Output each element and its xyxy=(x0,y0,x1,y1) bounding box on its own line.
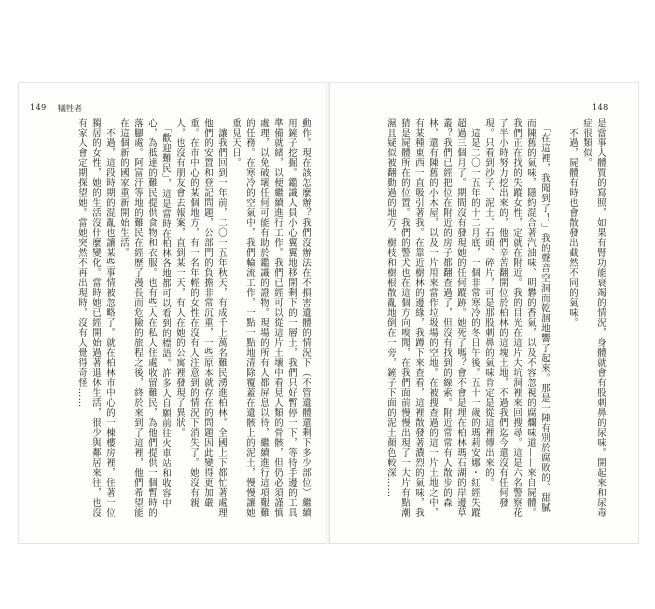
left-page-text: 動作。現在該怎麼辦？我們沒辦法在不損害遺體的情況下（不管遺體還剩下多少部位）繼續用鏟子挖掘。鑑識人員小心翼翼地移開剩下的一層土，我們只好暫停一下，等待手邊的工具準備就緒，以便繼續進行工作。我們已經可以從這片土壤中看見人類的骨骸，但仍必須謹慎處理，以免破壞任何可能有助於鑑識的證物。現場的所有人都屏息以待，繼續進行這項艱難的任務。在寒冷的空氣中，我們輪流工作，一點一點地清除覆蓋在遺骸上的泥土，慢慢讓她重見天日。 讓我們回到一年前，二〇一五年秋天，有成千上萬名難民湧進柏林。全國上下都忙著處理他們的安置和登記問題，公部門的負擔非常沉重，一些原本就存在的問題因此變得更加嚴重。在市中心的某個地方，有一名年輕的女性在沒有人注意到的情況下消失了。她沒有親人，也沒有朋友會去報案，直到某一天，有人在她的公寓裡發現了異狀。 「歡迎難民」，這是當時在柏林各地都可以看到的標語。許多人自願前往火車站和收容中心，為抵達的難民提供食物和衣服。也有些人在私人住處收留難民，為他們提供一個暫時的落腳處。阿富汗等地的難民在經歷了漫長而危險的旅程之後，終於來到了這裡，他們希望能在這個新的國家重新開始生活。 不過，這段時期的混亂也讓某些事情被忽略了。就在柏林市中心的一棟樓房裡，住著一位獨居的女性，她的生活沒什麼變化。當時她已經開始過著退休生活，很少與鄰居來往，也沒有家人會定期探望她。當她突然不再出現時，沒有人覺得奇怪…… xyxy=(76,118,311,518)
right-page-text: 是當事人體質的寫照，如果有腎功能衰竭的情況，身體就會有股刺鼻的尿味。開起來和尿毒症很類似。 不過，屍體有時也會散發出截然不同的氣味。 「在這裡，我聞到了！」我的聲音空洞而乾涸地響了起來。那是一陣有別於腐敗的、甜膩而陳舊的氣味，隱約混合著汽油味、明礬的香氣，以及不容忽視的腐爛味道——來自屍體。我們正在找的失蹤女性，定就在附近。我的目光在這片大坑洞裡來回搜尋。這是六名警察花了半小時努力挖出來的，他們辛苦翻開位於柏林的這塊土地，不過我們迄今還沒有任何發現。只看到沙子、泥土、石頭、碎片，可是那股刺鼻的氣味肯定是從這裡傳出來的。 這是二〇一五年的十二月底，一個非常寒冷的冬日午後。五十一歲的瑪莉安娜・紅經失蹤超過三個月了。期間沒有發現她的任何蹤跡。她死了嗎？會不會是埋在柏林瑪石湖的岸邊草叢？我們已經把位在附近的房子都翻查過了，但沒有找到的線索。附近常常有人散步的森林，還有陳舊的小木屋，以及一片用來當作垃圾場的空地。在被搜查過的這一片土地之中，有某種東西一直吸引著我。在靠近樹林的邊緣，我蹲下來查看，這裡散發著濃烈的氣味，我猜是屍體所在的位置。我們的警犬也在這個方向嗅聞，在我們面前慢慢出現了一大片有點潮濕且疑似被翻動過的地方，樹枝和樹根散亂地倒在一旁，鏟子下面的泥土顏色較深…… xyxy=(385,118,606,518)
left-page-number: 149 xyxy=(30,103,47,112)
running-title: 犠牲者 xyxy=(58,104,82,113)
right-page-number: 148 xyxy=(592,103,609,112)
